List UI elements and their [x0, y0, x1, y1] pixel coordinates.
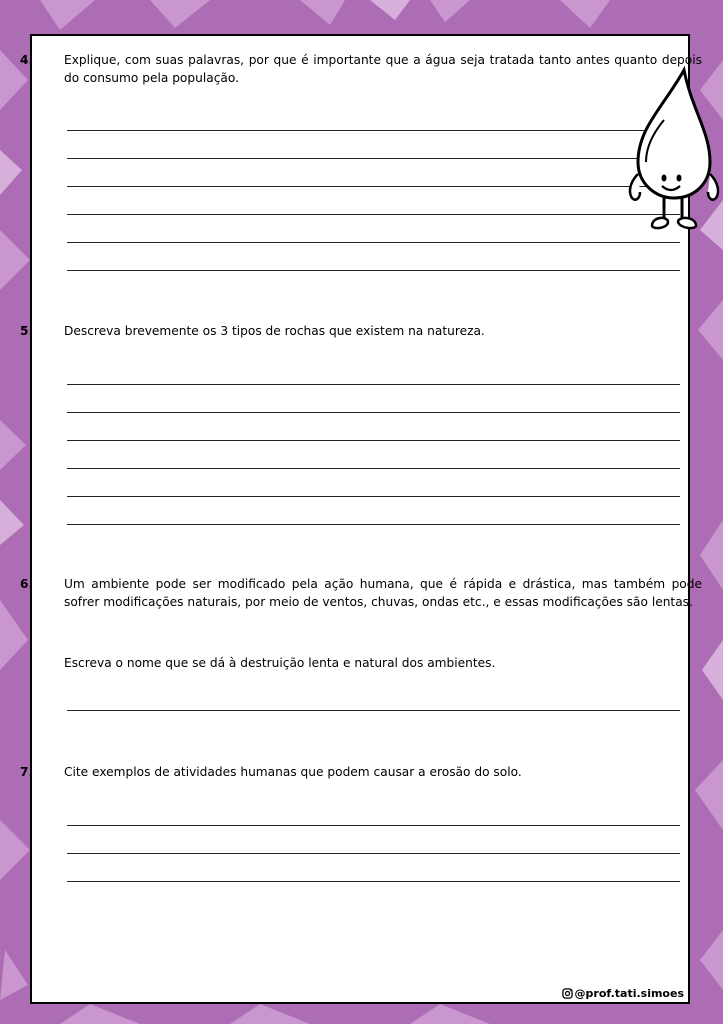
answer-line[interactable] [67, 496, 680, 497]
answer-line[interactable] [67, 384, 680, 385]
answer-line[interactable] [67, 710, 680, 711]
question-7 [20, 764, 702, 782]
answer-line[interactable] [67, 881, 680, 882]
answer-line[interactable] [67, 468, 680, 469]
question-number: 6. [20, 577, 34, 591]
question-number: 5. [20, 324, 34, 338]
question-6 [20, 576, 702, 611]
answer-line[interactable] [67, 242, 680, 243]
answer-line[interactable] [67, 270, 680, 271]
answer-line[interactable] [67, 130, 680, 131]
answer-line[interactable] [67, 440, 680, 441]
question-4 [20, 52, 702, 87]
answer-line[interactable] [67, 186, 680, 187]
question-number: 7. [20, 765, 34, 779]
answer-line[interactable] [67, 825, 680, 826]
answer-line[interactable] [67, 524, 680, 525]
water-drop-mascot-icon [624, 66, 720, 236]
answer-line[interactable] [67, 158, 680, 159]
handle-text: @prof.tati.simoes [574, 987, 684, 1000]
author-handle [562, 987, 684, 1000]
question-text: Explique, com suas palavras, por que é importante que a água seja tratada tanto antes quanto depois do consumo pela população. [64, 53, 702, 85]
worksheet-page [20, 34, 702, 1004]
question-subtext: Escreva o nome que se dá à destruição lenta e natural dos ambientes. [64, 656, 496, 670]
instagram-icon [562, 988, 573, 999]
question-number: 4. [20, 53, 34, 67]
question-text: Um ambiente pode ser modificado pela ação humana, que é rápida e drástica, mas também pode sofrer modificações naturais, por meio de ventos, chuvas, ondas etc., e essas modificações são lentas. [64, 577, 702, 609]
question-text: Cite exemplos de atividades humanas que podem causar a erosão do solo. [64, 765, 522, 779]
question-text: Descreva brevemente os 3 tipos de rochas que existem na natureza. [64, 324, 485, 338]
question-5 [20, 323, 702, 341]
answer-line[interactable] [67, 853, 680, 854]
answer-line[interactable] [67, 214, 680, 215]
answer-line[interactable] [67, 412, 680, 413]
